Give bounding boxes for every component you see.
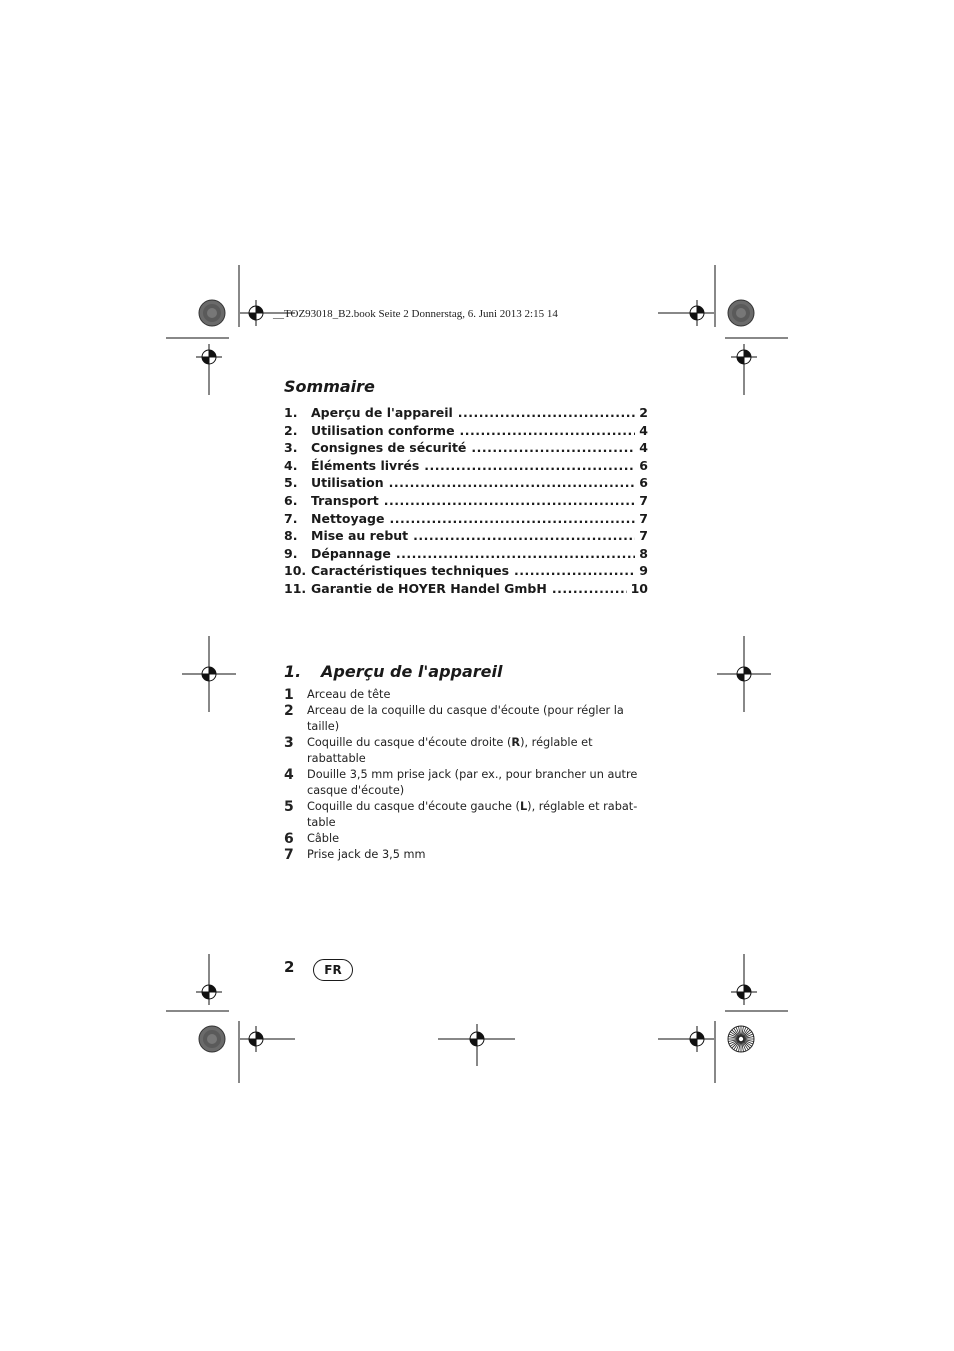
toc-entry-title: Nettoyage: [311, 510, 385, 526]
toc-entry-number: 4.: [284, 457, 298, 473]
toc-entry[interactable]: [284, 527, 648, 545]
toc-entry-page: 6: [639, 475, 648, 491]
part-item: [284, 767, 650, 799]
page-number: 2: [284, 958, 295, 976]
part-description: Douille 3,5 mm prise jack (par ex., pour brancher un autre casque d'écoute): [307, 768, 638, 797]
table-of-contents: [284, 404, 648, 598]
toc-entry[interactable]: [284, 404, 648, 422]
toc-leader-dots: [413, 527, 635, 545]
part-number: 7: [284, 847, 294, 863]
part-item: [284, 831, 650, 847]
toc-entry-title: Consignes de sécurité: [311, 440, 467, 456]
part-side-letter: L: [519, 800, 528, 813]
toc-entry-page: 4: [639, 440, 648, 456]
toc-entry[interactable]: [284, 510, 648, 528]
toc-leader-dots: [396, 545, 635, 563]
part-number: 2: [284, 703, 294, 719]
toc-entry-number: 11.: [284, 580, 307, 596]
toc-entry[interactable]: [284, 562, 648, 580]
part-description: Arceau de tête: [307, 688, 391, 701]
toc-leader-dots: [471, 439, 635, 457]
part-number: 5: [284, 799, 294, 815]
toc-entry-title: Transport: [311, 492, 379, 508]
part-number: 4: [284, 767, 294, 783]
toc-entry-title: Mise au rebut: [311, 528, 409, 544]
toc-entry[interactable]: [284, 422, 648, 440]
toc-entry-title: Aperçu de l'appareil: [311, 405, 453, 420]
language-badge: FR: [313, 959, 353, 981]
toc-entry-page: 8: [639, 545, 648, 561]
part-description-rest: ), réglable et rabattable: [307, 736, 593, 765]
toc-entry-page: 7: [639, 528, 648, 544]
part-description: Coquille du casque d'écoute droite (: [307, 736, 512, 749]
toc-entry-number: 3.: [284, 440, 298, 456]
toc-entry-title: Éléments livrés: [311, 457, 420, 473]
toc-entry-number: 8.: [284, 528, 298, 544]
toc-entry-number: 2.: [284, 422, 298, 438]
contents-heading: Sommaire: [284, 377, 375, 396]
toc-entry-number: 6.: [284, 492, 298, 508]
part-number: 6: [284, 831, 294, 847]
toc-leader-dots: [390, 510, 636, 528]
toc-leader-dots: [460, 422, 636, 440]
toc-entry-page: 4: [639, 422, 648, 438]
toc-entry-number: 10.: [284, 563, 307, 579]
toc-leader-dots: [389, 474, 636, 492]
toc-entry[interactable]: [284, 545, 648, 563]
toc-entry-title: Garantie de HOYER Handel GmbH: [311, 580, 547, 596]
part-number: 1: [284, 687, 294, 703]
part-item: [284, 847, 650, 863]
part-item: [284, 687, 650, 703]
toc-entry-page: 9: [639, 563, 648, 579]
toc-entry-title: Utilisation: [311, 475, 384, 491]
part-item: [284, 703, 650, 735]
part-item: [284, 799, 650, 831]
toc-entry[interactable]: [284, 457, 648, 475]
toc-entry[interactable]: [284, 492, 648, 510]
toc-leader-dots: [424, 457, 635, 475]
part-number: 3: [284, 735, 294, 751]
toc-leader-dots: [458, 404, 636, 422]
part-description: Câble: [307, 832, 340, 845]
toc-entry-page: 2: [639, 405, 648, 420]
toc-entry-number: 5.: [284, 475, 298, 491]
toc-entry-page: 7: [639, 510, 648, 526]
toc-entry[interactable]: [284, 474, 648, 492]
toc-entry[interactable]: [284, 439, 648, 457]
part-item: [284, 735, 650, 767]
toc-entry-number: 1.: [284, 405, 298, 420]
toc-entry-title: Caractéristiques techniques: [311, 563, 510, 579]
part-description: Prise jack de 3,5 mm: [307, 848, 426, 861]
toc-entry-page: 7: [639, 492, 648, 508]
section-title: Aperçu de l'appareil: [321, 662, 503, 681]
toc-entry-title: Dépannage: [311, 545, 391, 561]
section-heading: [284, 662, 503, 681]
section-number: 1.: [284, 662, 302, 681]
parts-list: [284, 687, 650, 863]
toc-leader-dots: [552, 580, 627, 598]
toc-entry-number: 7.: [284, 510, 298, 526]
toc-entry-title: Utilisation conforme: [311, 422, 455, 438]
toc-leader-dots: [384, 492, 636, 510]
part-description: Arceau de la coquille du casque d'écoute (pour régler la taille): [307, 704, 624, 733]
toc-entry-page: 10: [630, 580, 648, 596]
part-description: Coquille du casque d'écoute gauche (: [307, 800, 520, 813]
toc-entry-number: 9.: [284, 545, 298, 561]
part-description-rest: ), réglable et rabat-table: [307, 800, 638, 829]
print-info-line: __TOZ93018_B2.book Seite 2 Donnerstag, 6. Juni 2013 2:15 14: [273, 308, 558, 320]
toc-entry[interactable]: [284, 580, 648, 598]
toc-entry-page: 6: [639, 457, 648, 473]
toc-leader-dots: [514, 562, 635, 580]
part-side-letter: R: [511, 736, 521, 749]
